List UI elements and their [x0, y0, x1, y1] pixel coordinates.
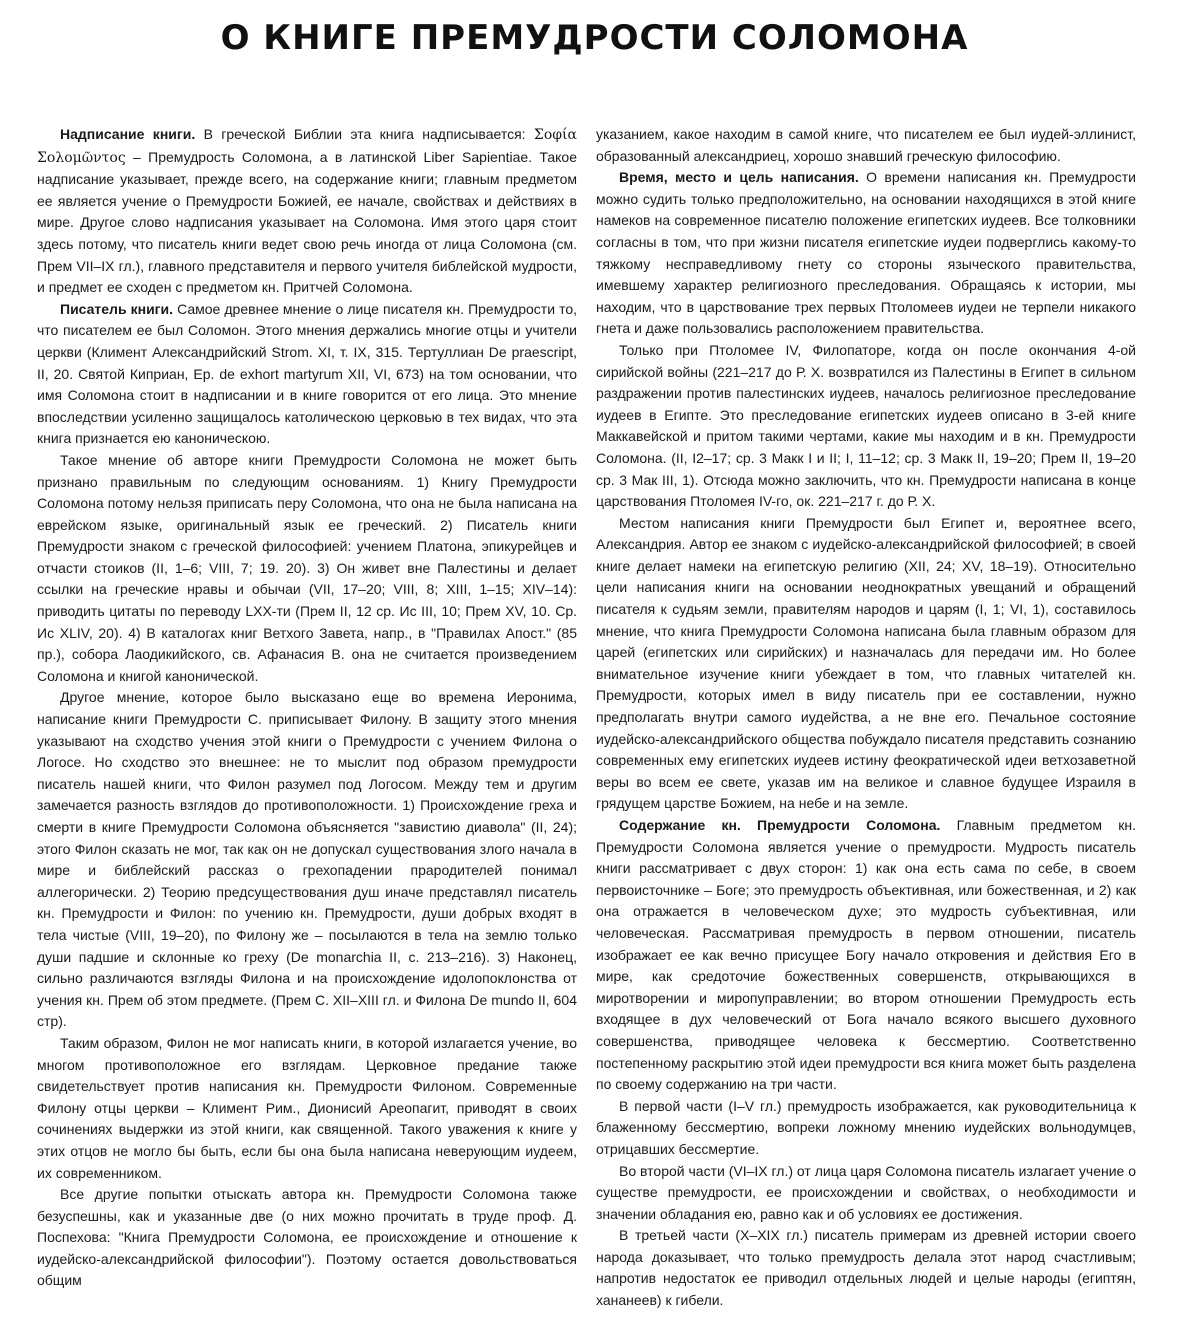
- paragraph-part-one: В первой части (I–V гл.) премудрость изображается, как руководительница к блаженному бессмертию, вопреки ложному мнению иудейских вольнодумцев, отрицавших бессмертие.: [596, 1097, 1136, 1157]
- section-heading-contents: Содержание кн. Премудрости Соломона.: [619, 817, 941, 833]
- paragraph-philo-conclusion: Таким образом, Филон не мог написать книги, в которой излагается учение, во многом противоположное его взглядам. Церковное предание также свидетельствует против написания кн. Премудрости Филоном. Современные Филону отцы церкви – Климент Рим., Дионисий Ареопагит, приводят в своих сочинениях выдержки из этой книги, как священной. Такого уважения к книге у этих отцов не могло бы быть, если бы она была написана неверующим иудеем, их современником.: [37, 1034, 577, 1181]
- paragraph-place-purpose: Местом написания книги Премудрости был Египет и, вероятнее всего, Александрия. Автор ее знаком с иудейско-александрийской философией; в своей книге делает намеки на египетскую религию (XII, 24; XV, 18–19). Относительно цели написания книги на основании неоднократных увещаний и обращений писателя к судьям земли, правителям народов и царям (I, 1; VI, 1), составилось мнение, что книга Премудрости Соломона написана была главным образом для царей (египетских или сирийских) и назначалась для передачи им. Но более внимательное изучение книги убеждает в том, что главных читателей кн. Премудрости, которых имел в виду писатель при ее составлении, нужно предполагать внутри самого иудейства, а не вне его. Печальное состояние иудейско-александрийского общества побуждало писателя представить сознанию современных ему египетских иудеев истину феократической идеи ветхозаветной веры во всем ее свете, указав им на великое и славное будущее Израиля в грядущем царстве Божием, на небе и на земле.: [596, 514, 1136, 812]
- left-column: [37, 124, 577, 1292]
- paragraph-part-two: Во второй части (VI–IX гл.) от лица царя Соломона писатель излагает учение о существе премудрости, ее происхождении и свойствах, о необходимости и значении обладания ею, равно как и об условиях ее достижения.: [596, 1162, 1136, 1222]
- paragraph-objections: Такое мнение об авторе книги Премудрости Соломона не может быть признано правильным по следующим основаниям. 1) Книгу Премудрости Соломона потому нельзя приписать перу Соломона, что она не была написана на еврейском языке, оригинальный язык ее греческий. 2) Писатель книги Премудрости знаком с греческой философией: учением Платона, эпикурейцев и отчасти стоиков (II, 1–6; VIII, 7; 19. 20). 3) Он живет вне Палестины и делает ссылки на греческие нравы и обычаи (VII, 17–20; VIII, 8; XIII, 1–15; XIV–14): приводить цитаты по переводу LXX-ти (Прем II, 12 ср. Ис III, 10; Прем XV, 10. Ср. Ис XLIV, 20). 4) В каталогах книг Ветхого Завета, напр., в "Правилах Апост." (85 пр.), собора Лаодикийского, св. Афанасия В. она не считается произведением Соломона и книгой канонической.: [37, 451, 577, 684]
- section-heading-time-place: Время, место и цель написания.: [619, 169, 859, 186]
- paragraph-text: В греческой Библии эта книга надписывается:: [195, 126, 534, 142]
- paragraph-contents: [596, 815, 1136, 1096]
- page-title: О КНИГЕ ПРЕМУДРОСТИ СОЛОМОНА: [220, 18, 969, 58]
- section-heading-author: Писатель книги.: [60, 300, 174, 317]
- right-column: [596, 124, 1136, 1312]
- paragraph-other-attempts: Все другие попытки отыскать автора кн. Премудрости Соломона также безуспешны, как и указанные две (о них можно прочитать в труде проф. Д. Поспехова: "Книга Премудрости Соломона, ее происхождение и отношение к иудейско-александрийской философии"). Поэтому остается довольствоваться общим: [37, 1186, 577, 1289]
- paragraph-continuation: указанием, какое находим в самой книге, что писателем ее был иудей-эллинист, образованный александриец, хорошо знавший греческую философию.: [596, 126, 1136, 164]
- paragraph-philo-opinion: Другое мнение, которое было высказано еще во времена Иеронима, написание книги Премудрости С. приписывает Филону. В защиту этого мнения указывают на сходство учения этой книги о Премудрости с учением Филона о Логосе. Но сходство это внешнее: не то мыслит под образом премудрости писатель нашей книги, что Филон разумел под Логосом. Между тем и другим замечается разность взглядов до противоположности. 1) Происхождение греха и смерти в книге Премудрости Соломона объясняется "завистию диавола" (II, 24); этого Филон сказать не мог, так как он не допускал существования злого начала в мире и библейский рассказ о грехопадении прародителей понимал аллегорически. 2) Теорию предсуществования душ иначе представлял писатель кн. Премудрости и Филон: по учению кн. Премудрости, души добрых входят в тела чистые (VIII, 19–20), по Филону же – посылаются в тела на землю только души падшие и склонные ко греху (De monarchia II, с. 213–216). 3) Наконец, сильно различаются взгляды Филона и на происхождение идолопоклонства от учения кн. Прем об этом предмете. (Прем С. XII–XIII гл. и Филона De mundo II, 604 стр).: [37, 689, 577, 1030]
- section-heading-inscription: Надписание книги.: [60, 126, 196, 142]
- paragraph-text: Главным предметом кн. Премудрости Соломона является учение о премудрости. Мудрость писатель книги рассматривает с двух сторон: 1) как она есть сама по себе, в своем первоисточнике – Боге; это премудрость объективная, или божественная, и 2) как она отражается в человеческом духе; это мудрость субъективная, или человеческая. Рассматривая премудрость в первом отношении, писатель изображает ее как вечно присущее Богу начало откровения и действия Его в мире, как средоточие божественных совершенств, открывающихся в миротворении и миропуправлении; во втором отношении Премудрость есть входящее в дух человеческий от Бога начало всякого высшего духовного совершенства, приводящее человека к бессмертию. Соответственно постепенному раскрытию этой идеи премудрости вся книга может быть разделена по своему содержанию на три части.: [596, 817, 1136, 1093]
- paragraph-time-place: [596, 167, 1136, 340]
- paragraph-part-three: В третьей части (X–XIX гл.) писатель примерам из древней истории своего народа доказывает, что только премудрость делала этот народ счастливым; напротив недостаток ее приводил отдельных людей и целые народы (египтян, хананеев) к гибели.: [596, 1227, 1136, 1309]
- paragraph-author: [37, 299, 577, 450]
- paragraph-text: Самое древнее мнение о лице писателя кн. Премудрости то, что писателем ее был Соломон. Этого мнения держались многие отцы и учители церкви (Климент Александрийский Strom. XI, т. IX, 315. Тертуллиан De praescript, II, 20. Святой Киприан, Ep. de exhort martyrum XII, VI, 673) на том основании, что имя Соломона стоит в надписании и в книге говорится от его лица. Это мнение впоследствии усиленно защищалось католическою церковью в тех видах, что эта книга признается ею каноническою.: [37, 300, 578, 447]
- paragraph-ptolemy: Только при Птоломее IV, Филопаторе, когда он после окончания 4-ой сирийской войны (221–217 до Р. Х. возвратился из Палестины в Египет в сильном раздражении против палестинских иудеев, началось религиозное преследование иудеев в Египте. Это преследование египетских иудеев описано в 3-ей книге Маккавейской и притом такими чертами, какие мы находим и в кн. Премудрости Соломона. (II, I2–17; ср. 3 Макк I и II; I, 11–12; ср. 3 Макк II, 19–20; Прем II, 19–20 ср. 3 Мак III, 1). Отсюда можно заключить, что кн. Премудрости написана в конце царствования Птоломея IV-го, ок. 221–217 г. до Р. Х.: [596, 341, 1136, 510]
- greek-title: Σοφία Σολομῶντος: [37, 127, 577, 166]
- paragraph-text: – Премудрость Соломона, а в латинской Liber Sapientiae. Такое надписание указывает, прежде всего, на содержание книги; главным предметом ее является учение о Премудрости Божией, ее начале, свойствах и действиях в мире. Другое слово надписания указывает на Соломона. Имя этого царя стоит здесь потому, что писатель книги ведет свою речь иногда от лица Соломона (см. Прем VII–IX гл.), главного представителя и первого учителя библейской мудрости, и предмет ее сходен с предметом кн. Притчей Соломона.: [37, 148, 577, 296]
- paragraph-text: О времени написания кн. Премудрости можно судить только предположительно, на основании находящихся в этой книге намеков на современное писателю положение египетских иудеев. Все толковники согласны в том, что при жизни писателя египетские иудеи подверглись какому-то тяжкому несправедливому гнету со стороны языческого правительства, имевшему характер религиозного преследования. Обращаясь к истории, мы находим, что в царствование трех первых Птоломеев иудеи не терпели никакого гнета и даже пользовались расположением правительства.: [596, 169, 1137, 337]
- paragraph-inscription: [37, 124, 577, 299]
